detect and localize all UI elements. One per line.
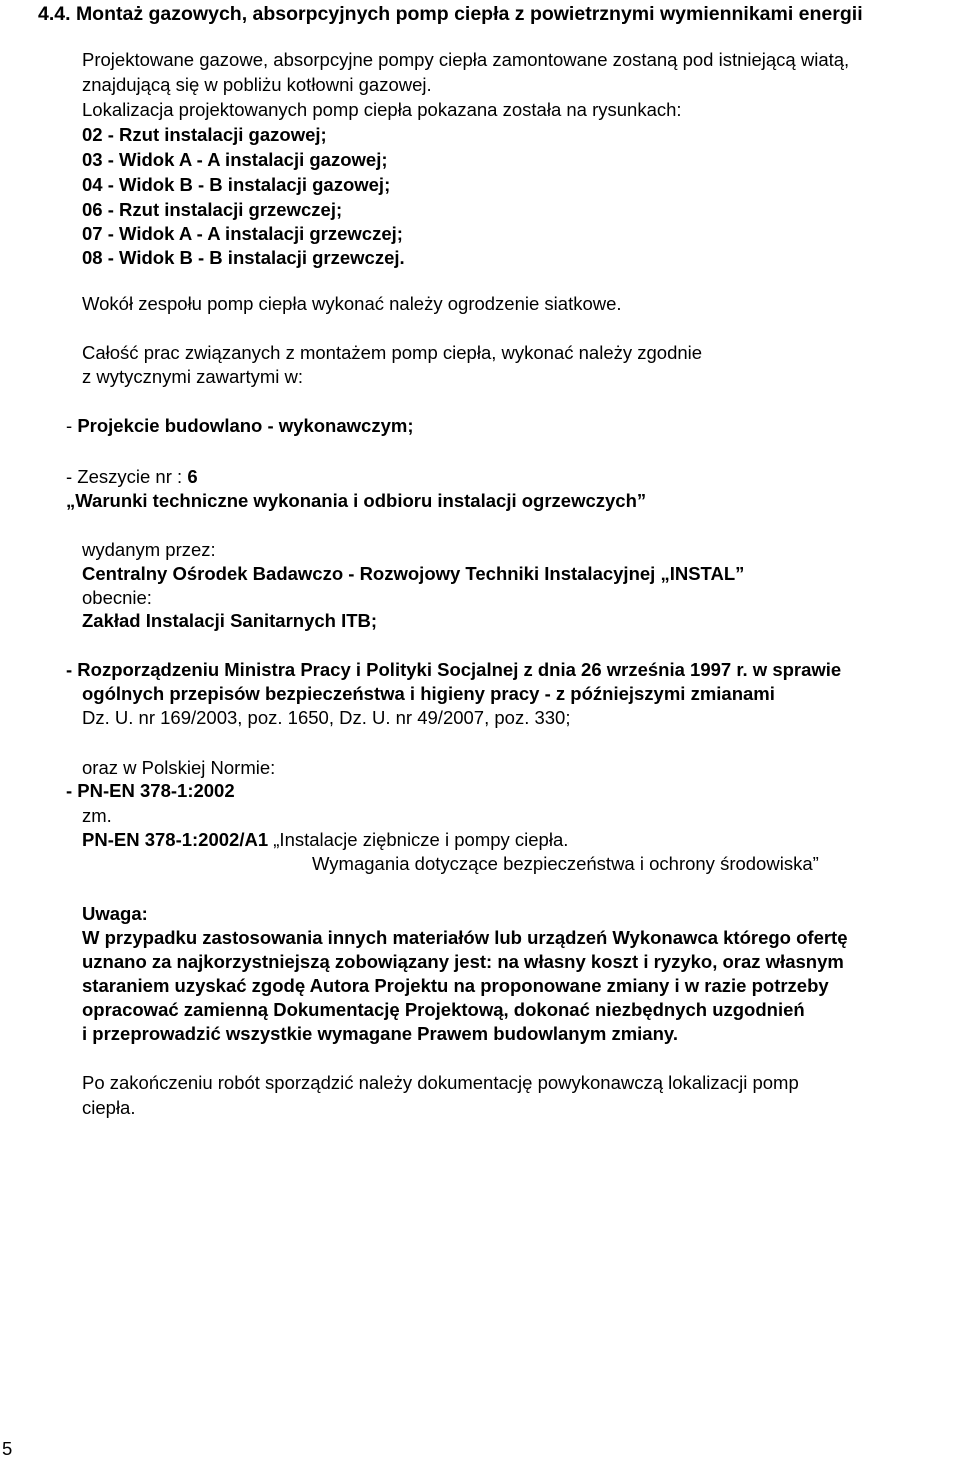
section-heading: 4.4. Montaż gazowych, absorpcyjnych pomp ciepła z powietrznymi wymiennikami energii	[38, 3, 863, 25]
drawing-number: 04 -	[82, 174, 114, 195]
norm-amendment-label: zm.	[82, 805, 112, 826]
norm-code: - PN-EN 378-1:2002	[66, 780, 235, 801]
project-item	[66, 415, 413, 437]
regulation-line-3: Dz. U. nr 169/2003, poz. 1650, Dz. U. nr 49/2007, poz. 330;	[82, 707, 571, 728]
norm-amendment-subtitle: Wymagania dotyczące bezpieczeństwa i ochrony środowiska”	[312, 853, 819, 874]
drawing-item	[82, 223, 403, 245]
note-line: W przypadku zastosowania innych materiałów lub urządzeń Wykonawca którego ofertę	[82, 927, 848, 948]
drawing-title: Rzut instalacji gazowej;	[119, 124, 327, 145]
intro-line-2: znajdującą się w pobliżu kotłowni gazowej.	[82, 74, 432, 95]
fence-note: Wokół zespołu pomp ciepła wykonać należy ogrodzenie siatkowe.	[82, 293, 622, 314]
page-number: 5	[2, 1438, 13, 1459]
issued-by-label: wydanym przez:	[82, 539, 216, 560]
note-line: opracować zamienną Dokumentację Projektową, dokonać niezbędnych uzgodnień	[82, 999, 805, 1020]
scope-line-1: Całość prac związanych z montażem pomp ciepła, wykonać należy zgodnie	[82, 342, 703, 363]
drawing-item	[82, 149, 388, 171]
issuer-name: Centralny Ośrodek Badawczo - Rozwojowy Techniki Instalacyjnej „INSTAL”	[82, 563, 745, 584]
booklet-title: „Warunki techniczne wykonania i odbioru instalacji ogrzewczych”	[66, 490, 647, 511]
drawing-number: 02 -	[82, 124, 114, 145]
note-title: Uwaga:	[82, 903, 148, 924]
final-line-2: ciepła.	[82, 1097, 136, 1118]
amendment-title: „Instalacje ziębnicze i pompy ciepła.	[273, 829, 569, 850]
booklet-number: 6	[187, 466, 198, 487]
norm-amendment	[82, 829, 568, 851]
drawing-title: Widok A - A instalacji grzewczej;	[119, 223, 403, 244]
drawing-number: 06 -	[82, 199, 114, 220]
drawing-item	[82, 174, 390, 196]
note-line: i przeprowadzić wszystkie wymagane Prawem budowlanym zmiany.	[82, 1023, 678, 1044]
drawing-item	[82, 199, 342, 221]
final-line-1: Po zakończeniu robót sporządzić należy dokumentację powykonawczą lokalizacji pomp	[82, 1072, 799, 1093]
intro-line-1: Projektowane gazowe, absorpcyjne pompy ciepła zamontowane zostaną pod istniejącą wiatą,	[82, 49, 850, 70]
note-line: uznano za najkorzystniejszą zobowiązany jest: na własny koszt i ryzyko, oraz własnym	[82, 951, 844, 972]
scope-line-2: z wytycznymi zawartymi w:	[82, 366, 303, 387]
drawing-item	[82, 247, 405, 269]
note-line: staraniem uzyskać zgodę Autora Projektu na proponowane zmiany i w razie potrzeby	[82, 975, 829, 996]
drawing-title: Widok A - A instalacji gazowej;	[119, 149, 388, 170]
booklet-item	[66, 466, 198, 488]
currently-label: obecnie:	[82, 587, 152, 608]
drawing-number: 08 -	[82, 247, 114, 268]
project-title: Projekcie budowlano - wykonawczym;	[77, 415, 414, 436]
list-dash: -	[66, 415, 73, 436]
drawing-item	[82, 124, 327, 146]
current-issuer-name: Zakład Instalacji Sanitarnych ITB;	[82, 610, 378, 631]
norm-intro: oraz w Polskiej Normie:	[82, 757, 276, 778]
regulation-line-1: - Rozporządzeniu Ministra Pracy i Polityki Socjalnej z dnia 26 września 1997 r. w sprawie	[66, 659, 842, 680]
drawing-number: 07 -	[82, 223, 114, 244]
booklet-prefix: - Zeszycie nr :	[66, 466, 183, 487]
drawing-number: 03 -	[82, 149, 114, 170]
regulation-line-2: ogólnych przepisów bezpieczeństwa i higieny pracy - z późniejszymi zmianami	[82, 683, 775, 704]
intro-line-3: Lokalizacja projektowanych pomp ciepła pokazana została na rysunkach:	[82, 99, 682, 120]
amendment-code: PN-EN 378-1:2002/A1	[82, 829, 269, 850]
drawing-title: Widok B - B instalacji gazowej;	[119, 174, 391, 195]
drawing-title: Rzut instalacji grzewczej;	[119, 199, 343, 220]
drawing-title: Widok B - B instalacji grzewczej.	[119, 247, 405, 268]
